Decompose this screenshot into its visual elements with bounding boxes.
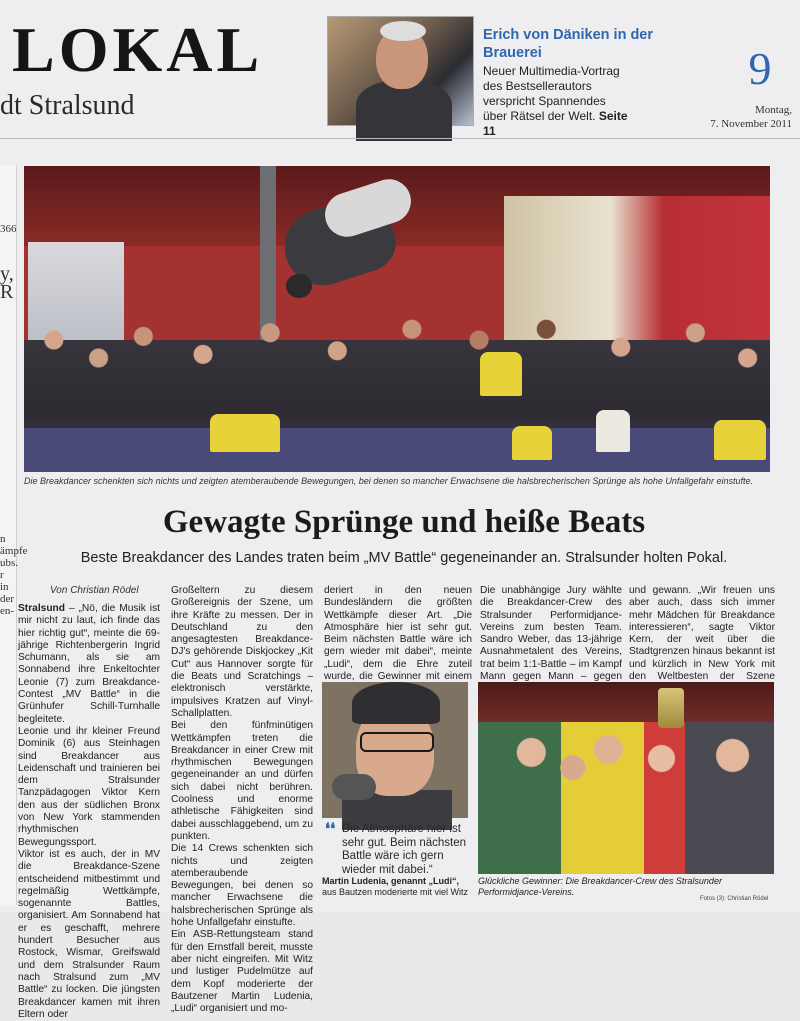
- fragment-text: r: [0, 569, 4, 581]
- quote-source: Martin Ludenia, genannt „Ludi“, aus Bautzen moderierte mit viel Witz: [322, 876, 469, 897]
- teaser-page-ref: Seite 11: [483, 109, 628, 138]
- date-full: 7. November 2011: [710, 118, 792, 130]
- fragment-text: en-: [0, 605, 15, 617]
- page-number: 9: [748, 43, 772, 94]
- main-photo-caption: Die Breakdancer schenkten sich nichts und zeigten atemberaubende Bewegungen, bei denen so mancher Erwachsene die halsbrecherischen Sprünge als hohe Unfallgefahr einstufte.: [24, 476, 753, 486]
- photo-credit: Fotos (3): Christian Rödel: [700, 896, 769, 902]
- article-headline: Gewagte Sprünge und heiße Beats: [162, 504, 646, 540]
- article-column-4: [480, 585, 622, 696]
- paragraph: Die 14 Crews schenkten sich nichts und zeigten atemberaubende Bewegungen, bei denen so mancher Erwachsene die halsbrecherischen Sprünge als hohe Unfallgefahr einstufte.: [171, 843, 313, 929]
- header-divider: [0, 138, 800, 139]
- group-photo-winners: [478, 682, 774, 874]
- fragment-text: ämpfe: [0, 545, 28, 557]
- paragraph: Stralsund – „Nö, die Musik ist mir nicht zu laut, ich finde das hier richtig gut“, meinte die 69-jährige Richtenbergerin Ingrid Schumann, als sie am Sonnabend ihre Enkeltochter Leonie (7) zum Breakdance-Contest „MV Battle“ in die Grünhufer Schill-Turnhalle begleitete.: [18, 603, 160, 725]
- pull-quote: Die Atmosphäre hier ist sehr gut. Beim nächsten Battle wäre ich gern wieder mit dabei.“: [342, 823, 467, 876]
- article-column-5: [629, 585, 775, 696]
- fragment-text: y,: [0, 263, 14, 285]
- fragment-text: in: [0, 581, 9, 593]
- paragraph: Leonie und ihr kleiner Freund Dominik (6) aus Steinhagen sind Breakdancer aus Leidenschaft und trainieren bei dem Stralsunder Tanzpädagogen Viktor Kern den aus der südlichen Bronx von New York stammenden rhythmischen Bewegungssport.: [18, 725, 160, 848]
- teaser-photo: [327, 16, 474, 126]
- fragment-text: der: [0, 593, 15, 605]
- date-day: Montag,: [755, 104, 792, 116]
- fragment-text: ubs.: [0, 557, 19, 569]
- fragment-text: n: [0, 533, 6, 545]
- paragraph: Viktor ist es auch, der in MV die Breakdance-Szene entscheidend mitbestimmt und regelmäßig Wettkämpfe, sogenannte Battles, organisiert. Am Sonnabend hat er es geschafft, mehrere hundert Besucher aus Rostock, Wismar, Greifswald und dem Stralsunder Raum nach Stralsund zum „MV Battle“ zu locken. Die jüngsten Breakdancer kamen mit ihren Eltern oder: [18, 848, 160, 1020]
- paragraph: Ein ASB-Rettungsteam stand für den Ernstfall bereit, musste aber nicht eingreifen. Mit Witz und lustiger Pudelmütze auf dem Kopf moderierte der Bautzener Martin Ludenia, „Ludi“ organisiert und mo-: [171, 929, 313, 1015]
- paragraph: Die unabhängige Jury wählte die Breakdancer-Crew des Stralsunder Performidjance-Vereins zum besten Team. Sandro Weber, das 13-jährige Ausnahmetalent des Vereins, trat beim 1:1-Battle – im Kampf Mann gegen Mann – gegen: [480, 585, 622, 683]
- masthead-title: LOKAL: [12, 14, 264, 85]
- fragment-text: R: [0, 281, 14, 303]
- masthead-subtitle: dt Stralsund: [0, 90, 135, 121]
- trophy-icon: [658, 688, 684, 728]
- article-subhead: Beste Breakdancer des Landes traten beim „MV Battle“ gegeneinander an. Stralsunder holten Pokal.: [80, 550, 728, 566]
- article-column-1: [18, 603, 160, 1021]
- group-photo-caption: Glückliche Gewinner: Die Breakdancer-Crew des Stralsunder Performidjance-Vereins.: [478, 876, 722, 897]
- teaser-title: Erich von Däniken in der Brauerei: [483, 27, 654, 61]
- main-photo-breakdance: [24, 166, 770, 472]
- quote-mark-icon: ❛❛: [325, 821, 336, 838]
- paragraph: deriert in den neuen Bundesländern die größten Wettkämpfe dieser Art. „Die Atmosphäre hier ist sehr gut. Beim nächsten Battle wäre ich gern wieder mit dabei“, meinte „Ludi“, dem die Ehre zuteil wurde, die Gewinner mit einem: [324, 585, 472, 683]
- article-byline: Von Christian Rödel: [50, 585, 139, 596]
- paragraph: Bei den fünfminütigen Wettkämpfen treten die Breakdancer in einer Crew mit rhythmischen Bewegungen gegeneinander an und dürfen sich dabei nicht berühren. Coolness und enorme athletische Fähigkeiten sind dabei ausschlaggebend, um zu punkten.: [171, 720, 313, 842]
- article-column-2: [171, 585, 313, 1015]
- paragraph: Großeltern zu diesem Großereignis der Szene, um ihre Kräfte zu messen. Der in Deutschland zu den angesagtesten Breakdance-DJ's gehörende Diskjockey „Kit Cut“ aus Hannover sorgte für die Beats und Scratchings – elektronisch verstärkte, impulsives Kratzen auf Vinyl-Schallplatten.: [171, 585, 313, 719]
- fragment-text: 366: [0, 223, 17, 235]
- paragraph: und gewann. „Wir freuen uns aber auch, dass sich immer mehr Mädchen für Breakdance interessieren“, sagte Viktor Kern, der weit über die Stadtgrenzen hinaus bekannt ist und kürzlich in New York mit den Weltbesten der Szene: [629, 585, 775, 683]
- adjacent-column-fragment: [0, 165, 28, 905]
- article-column-3: [324, 585, 472, 696]
- teaser-text: Neuer Multimedia-Vortrag des Bestsellerautors verspricht Spannendes über Rätsel der Welt. Seite 11: [483, 64, 628, 138]
- portrait-photo-ludi: [322, 682, 468, 818]
